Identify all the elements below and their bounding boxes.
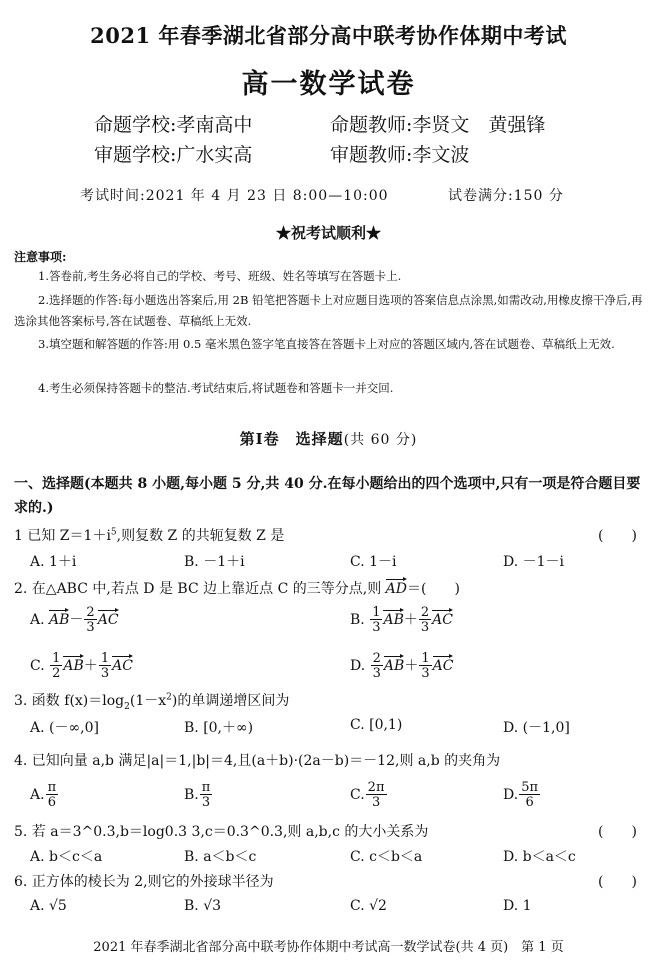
question-4-option-c: C. $\frac{2\pi}{3}$ bbox=[350, 780, 385, 810]
exam-time: 考试时间:2021 年 4 月 23 日 8:00—10:00 bbox=[80, 188, 389, 204]
setter-school: 命题学校:孝南高中 bbox=[94, 114, 253, 136]
question-3-option-c: C. [0,1) bbox=[350, 717, 403, 733]
question-4-stem: 4. 已知向量 a,b 满足|a|＝1,|b|＝4,且(a＋b)·(2a－b)＝－12,则 a,b 的夹角为 bbox=[14, 753, 501, 769]
question-5-option-b: B. a＜b＜c bbox=[184, 849, 257, 865]
question-3-stem: 3. 函数 $f(x)=\log_2(1-x^2)$的单调递增区间为 bbox=[14, 692, 290, 712]
question-4-option-a: A. $\frac{\pi}{6}$ bbox=[30, 780, 57, 810]
part-heading: 一、选择题(本题共 8 小题,每小题 5 分,共 40 分.在每小题给出的四个选项中,只有一项是符合题目要求的.) bbox=[14, 476, 641, 516]
question-3-option-a: A. (－∞,0] bbox=[30, 720, 99, 736]
notes-heading: 注意事项: bbox=[14, 250, 67, 264]
subject-title: 高一数学试卷 bbox=[241, 69, 416, 100]
question-4-option-d: D. $\frac{5\pi}{6}$ bbox=[503, 780, 539, 810]
question-1-option-b: B. －1＋i bbox=[184, 554, 245, 570]
note-item: 4.考生必须保持答题卡的整洁.考试结束后,将试题卷和答题卡一并交回. bbox=[38, 381, 394, 395]
reviewer-teacher: 审题教师:李文波 bbox=[330, 144, 470, 166]
question-1-option-d: D. －1－i bbox=[503, 554, 565, 570]
page-footer: 2021 年春季湖北省部分高中联考协作体期中考试高一数学试卷(共 4 页) 第 1 页 bbox=[93, 940, 564, 955]
section-subtitle: (共 60 分) bbox=[343, 432, 418, 448]
setter-teacher: 命题教师:李贤文 黄强锋 bbox=[330, 114, 546, 136]
note-item: 2.选择题的作答:每小题选出答案后,用 2B 铅笔把答题卡上对应题目选项的答案信息点涂黑,如需改动,用橡皮擦干净后,再选涂其他答案标号,答在试题卷、草稿纸上无效. bbox=[14, 293, 643, 328]
note-item: 3.填空题和解答题的作答:用 0.5 毫米黑色签字笔直接答在答题卡上对应的答题区域内,答在试题卷、草稿纸上无效. bbox=[38, 337, 615, 351]
question-2-option-b: B. $\frac{1}{3}$ AB＋ $\frac{2}{3}$ AC bbox=[350, 605, 453, 635]
question-6-option-c: C. √2 bbox=[350, 898, 387, 914]
note-item: 1.答卷前,考生务必将自己的学校、考号、班级、姓名等填写在答题卡上. bbox=[38, 269, 402, 283]
question-3-option-d: D. (－1,0] bbox=[503, 720, 570, 736]
answer-paren: ( ) bbox=[598, 874, 637, 890]
question-2-option-d: D. $\frac{2}{3}$ AB＋ $\frac{1}{3}$ AC bbox=[350, 651, 454, 681]
question-2-stem: 2. 在△ABC 中,若点 D 是 BC 边上靠近点 C 的三等分点,则 AD＝( ) bbox=[14, 576, 460, 598]
question-5-option-d: D. b＜a＜c bbox=[503, 849, 576, 865]
full-score: 试卷满分:150 分 bbox=[448, 188, 564, 204]
question-1-option-a: A. 1＋i bbox=[30, 554, 77, 570]
answer-paren: ( ) bbox=[598, 824, 637, 840]
question-5-option-c: C. c＜b＜a bbox=[350, 849, 423, 865]
question-5-stem: 5. 若 a＝3^0.3,b＝log0.3 3,c＝0.3^0.3,则 a,b,c 的大小关系为 bbox=[14, 824, 429, 840]
question-1-option-c: C. 1－i bbox=[350, 554, 397, 570]
question-6-option-d: D. 1 bbox=[503, 898, 532, 914]
question-2-option-c: C. $\frac{1}{2}$ AB＋ $\frac{1}{3}$ AC bbox=[30, 651, 133, 681]
exam-title: 2021 年春季湖北省部分高中联考协作体期中考试 bbox=[90, 23, 567, 48]
blessing: ★祝考试顺利★ bbox=[275, 224, 381, 242]
question-6-option-a: A. √5 bbox=[30, 898, 67, 914]
question-6-option-b: B. √3 bbox=[184, 898, 222, 914]
question-1-stem: 1 已知 $Z=1+i^5$,则复数 Z 的共轭复数 Z 是 bbox=[14, 527, 285, 544]
question-6-stem: 6. 正方体的棱长为 2,则它的外接球半径为 bbox=[14, 874, 274, 890]
question-2-option-a: A. AB－ $\frac{2}{3}$ AC bbox=[30, 605, 119, 635]
answer-paren: ( ) bbox=[598, 528, 637, 544]
question-4-option-b: B. $\frac{\pi}{3}$ bbox=[184, 780, 211, 810]
question-5-option-a: A. b＜c＜a bbox=[30, 849, 103, 865]
question-3-option-b: B. [0,＋∞) bbox=[184, 720, 254, 736]
reviewer-school: 审题学校:广水实高 bbox=[94, 144, 253, 166]
section-title bbox=[0, 428, 657, 449]
section-title-text: 第Ⅰ卷 选择题 bbox=[239, 430, 344, 448]
